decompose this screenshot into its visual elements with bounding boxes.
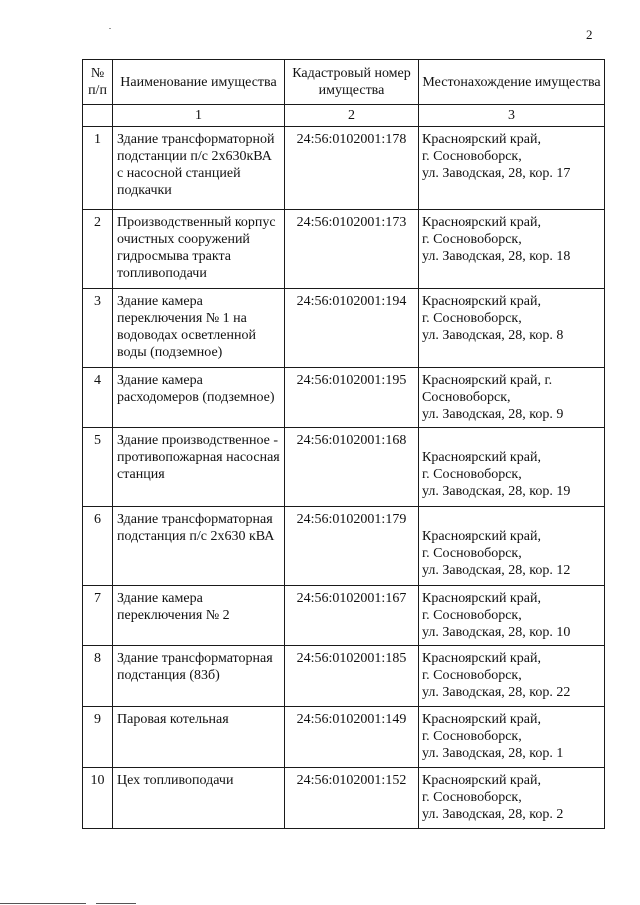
property-name: Производственный корпус очистных сооружений гидросмыва тракта топливоподачи <box>113 210 285 289</box>
row-number: 6 <box>83 507 113 586</box>
row-number: 7 <box>83 586 113 646</box>
table-row <box>83 768 605 829</box>
location-street: ул. Заводская, 28, кор. 17 <box>422 166 571 181</box>
table-row <box>83 127 605 210</box>
location-city: г. Сосновоборск, <box>422 311 522 326</box>
property-location <box>419 210 605 289</box>
cadastral-number: 24:56:0102001:185 <box>285 646 419 707</box>
location-street: ул. Заводская, 28, кор. 1 <box>422 746 564 761</box>
row-number: 1 <box>83 127 113 210</box>
property-location <box>419 768 605 829</box>
location-region: Красноярский край, <box>422 215 541 230</box>
property-name: Здание камера переключения № 2 <box>113 586 285 646</box>
column-index-3: 3 <box>419 105 605 127</box>
property-location <box>419 646 605 707</box>
location-city: г. Сосновоборск, <box>422 729 522 744</box>
location-street: ул. Заводская, 28, кор. 2 <box>422 807 564 822</box>
property-register-table <box>82 59 605 829</box>
property-name: Здание трансформаторной подстанции п/с 2х630кВА с насосной станцией подкачки <box>113 127 285 210</box>
column-index-1: 1 <box>113 105 285 127</box>
location-street: ул. Заводская, 28, кор. 9 <box>422 407 564 422</box>
location-region: Красноярский край, <box>422 591 541 606</box>
cadastral-number: 24:56:0102001:178 <box>285 127 419 210</box>
table-row <box>83 586 605 646</box>
location-city: Сосновоборск, <box>422 390 511 405</box>
property-name: Здание трансформаторная подстанция п/с 2х630 кВА <box>113 507 285 586</box>
table-row <box>83 210 605 289</box>
property-location <box>419 428 605 507</box>
cadastral-number: 24:56:0102001:149 <box>285 707 419 768</box>
location-city: г. Сосновоборск, <box>422 790 522 805</box>
location-city: г. Сосновоборск, <box>422 149 522 164</box>
table-row <box>83 289 605 368</box>
table-row <box>83 507 605 586</box>
property-location <box>419 289 605 368</box>
column-index-empty <box>83 105 113 127</box>
property-location <box>419 586 605 646</box>
header-name: Наименование имущества <box>113 60 285 105</box>
scan-speck <box>109 28 111 29</box>
header-num: № п/п <box>83 60 113 105</box>
row-number: 9 <box>83 707 113 768</box>
location-region: Красноярский край, <box>422 132 541 147</box>
property-name: Здание камера расходомеров (подземное) <box>113 368 285 428</box>
row-number: 2 <box>83 210 113 289</box>
cadastral-number: 24:56:0102001:152 <box>285 768 419 829</box>
row-number: 5 <box>83 428 113 507</box>
property-location <box>419 507 605 586</box>
location-street: ул. Заводская, 28, кор. 10 <box>422 625 571 640</box>
location-city: г. Сосновоборск, <box>422 232 522 247</box>
table-row <box>83 646 605 707</box>
location-street: ул. Заводская, 28, кор. 12 <box>422 563 571 578</box>
row-number: 8 <box>83 646 113 707</box>
property-name: Цех топливоподачи <box>113 768 285 829</box>
location-street: ул. Заводская, 28, кор. 8 <box>422 328 564 343</box>
header-cadastral: Кадастровый номер имущества <box>285 60 419 105</box>
header-row <box>83 60 605 105</box>
location-city: г. Сосновоборск, <box>422 668 522 683</box>
location-city: г. Сосновоборск, <box>422 608 522 623</box>
property-location <box>419 127 605 210</box>
property-name: Здание трансформаторная подстанция (83б) <box>113 646 285 707</box>
table-row <box>83 428 605 507</box>
location-city: г. Сосновоборск, <box>422 546 522 561</box>
location-region: Красноярский край, <box>422 651 541 666</box>
property-location <box>419 707 605 768</box>
location-street: ул. Заводская, 28, кор. 18 <box>422 249 571 264</box>
location-city: г. Сосновоборск, <box>422 467 522 482</box>
cadastral-number: 24:56:0102001:167 <box>285 586 419 646</box>
table-row <box>83 707 605 768</box>
property-name: Здание производственное - противопожарная насосная станция <box>113 428 285 507</box>
table-row <box>83 368 605 428</box>
header-location: Местонахождение имущества <box>419 60 605 105</box>
cadastral-number: 24:56:0102001:168 <box>285 428 419 507</box>
cadastral-number: 24:56:0102001:179 <box>285 507 419 586</box>
property-name: Здание камера переключения № 1 на водоводах осветленной воды (подземное) <box>113 289 285 368</box>
location-street: ул. Заводская, 28, кор. 19 <box>422 484 571 499</box>
page-number: 2 <box>586 27 593 42</box>
location-region: Красноярский край, <box>422 294 541 309</box>
column-index-row <box>83 105 605 127</box>
cadastral-number: 24:56:0102001:194 <box>285 289 419 368</box>
cadastral-number: 24:56:0102001:173 <box>285 210 419 289</box>
property-name: Паровая котельная <box>113 707 285 768</box>
location-region: Красноярский край, <box>422 529 541 544</box>
row-number: 10 <box>83 768 113 829</box>
location-region: Красноярский край, <box>422 712 541 727</box>
scan-edge-line <box>96 903 136 904</box>
property-location <box>419 368 605 428</box>
location-region: Красноярский край, г. <box>422 373 553 388</box>
scan-edge-line <box>0 903 86 904</box>
location-street: ул. Заводская, 28, кор. 22 <box>422 685 571 700</box>
column-index-2: 2 <box>285 105 419 127</box>
location-region: Красноярский край, <box>422 450 541 465</box>
cadastral-number: 24:56:0102001:195 <box>285 368 419 428</box>
row-number: 4 <box>83 368 113 428</box>
location-region: Красноярский край, <box>422 773 541 788</box>
row-number: 3 <box>83 289 113 368</box>
